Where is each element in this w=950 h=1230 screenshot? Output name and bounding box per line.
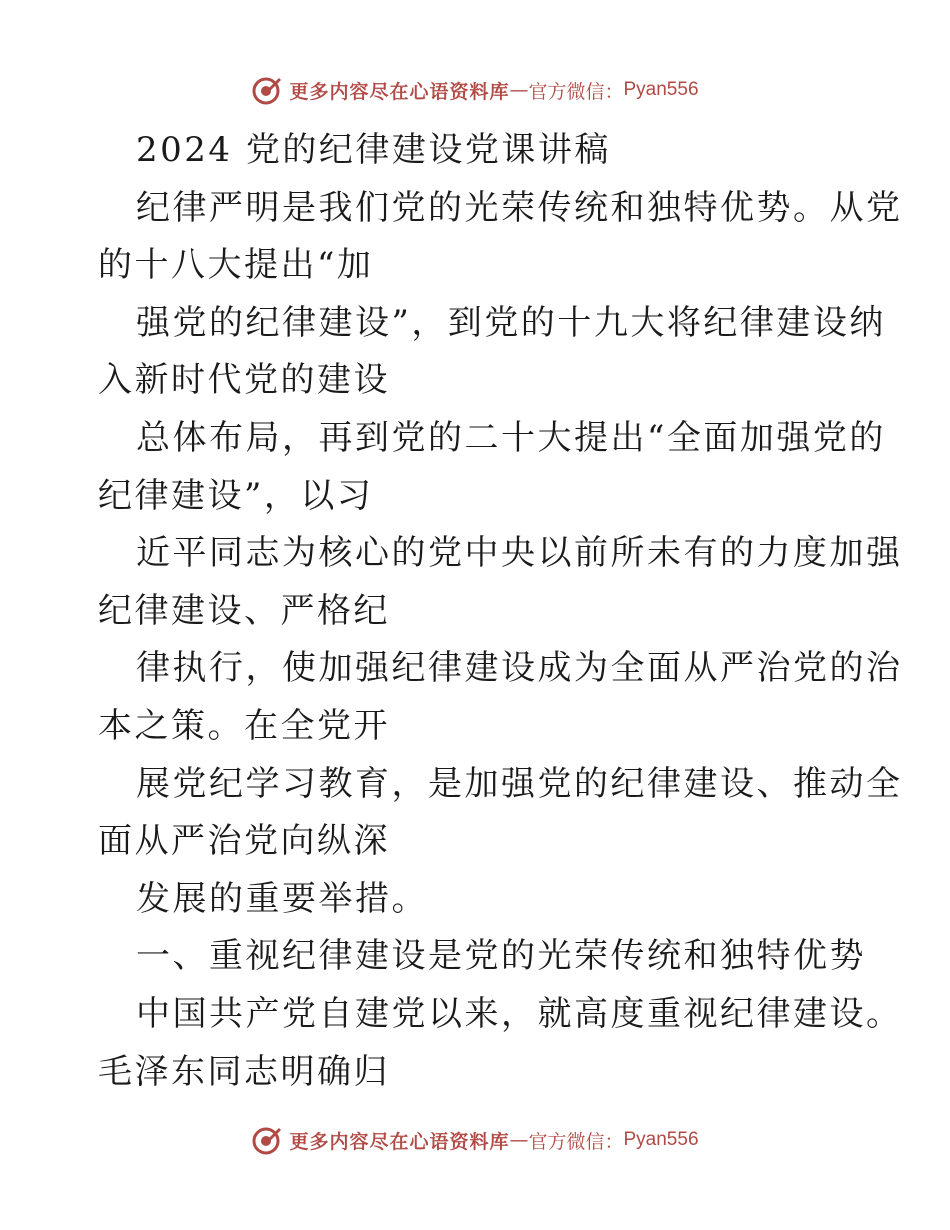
pen-logo-icon bbox=[251, 1124, 283, 1156]
doc-line: 纪律建设、严格纪 bbox=[98, 590, 390, 631]
footer-watermark bbox=[0, 1120, 950, 1160]
watermark-wechat-label: 官方微信： bbox=[528, 1130, 624, 1153]
doc-line: 展党纪学习教育，是加强党的纪律建设、推动全 bbox=[136, 763, 903, 804]
watermark-site-text: 更多内容尽在心语资料库 bbox=[289, 1130, 510, 1153]
pen-logo-icon bbox=[251, 74, 283, 106]
watermark-wechat-id: Pyan556 bbox=[623, 79, 699, 100]
doc-line: 纪律建设”，以习 bbox=[98, 475, 374, 516]
doc-line: 强党的纪律建设”，到党的十九大将纪律建设纳 bbox=[136, 302, 886, 343]
section-heading: 一、重视纪律建设是党的光荣传统和独特优势 bbox=[136, 936, 866, 977]
doc-line: 中国共产党自建党以来，就高度重视纪律建设。 bbox=[136, 993, 903, 1034]
watermark-wechat-id: Pyan556 bbox=[623, 1129, 699, 1150]
doc-line: 近平同志为核心的党中央以前所未有的力度加强 bbox=[136, 533, 903, 574]
doc-line: 面从严治党向纵深 bbox=[98, 821, 390, 862]
header-watermark bbox=[0, 70, 950, 110]
doc-line: 律执行，使加强纪律建设成为全面从严治党的治 bbox=[136, 648, 903, 689]
doc-line: 纪律严明是我们党的光荣传统和独特优势。从党 bbox=[136, 187, 903, 228]
doc-line: 毛泽东同志明确归 bbox=[98, 1051, 390, 1092]
watermark-dash: — bbox=[509, 1129, 529, 1151]
doc-line: 的十八大提出“加 bbox=[98, 245, 374, 286]
doc-line: 发展的重要举措。 bbox=[136, 878, 428, 919]
watermark-site-text: 更多内容尽在心语资料库 bbox=[289, 80, 510, 103]
watermark-wechat-label: 官方微信： bbox=[528, 80, 624, 103]
doc-line: 2024 党的纪律建设党课讲稿 bbox=[136, 130, 611, 170]
watermark-dash: — bbox=[509, 79, 529, 101]
document-body bbox=[98, 122, 903, 1101]
doc-line: 入新时代党的建设 bbox=[98, 360, 390, 401]
doc-line: 总体布局，再到党的二十大提出“全面加强党的 bbox=[136, 417, 886, 458]
doc-line: 本之策。在全党开 bbox=[98, 705, 390, 746]
